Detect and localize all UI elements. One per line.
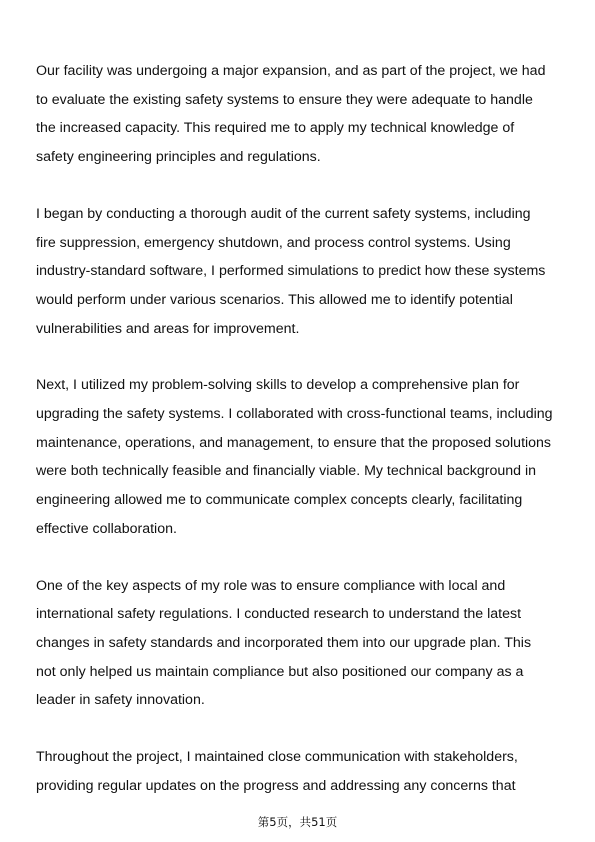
text-line: were both technically feasible and financially viable. My technical background in xyxy=(36,463,536,480)
paragraph-3 xyxy=(36,371,566,543)
text-line: I began by conducting a thorough audit of the current safety systems, including xyxy=(36,205,531,222)
text-line: changes in safety standards and incorporated them into our upgrade plan. This xyxy=(36,634,532,651)
text-line: international safety regulations. I conducted research to understand the latest xyxy=(36,606,522,623)
text-line: upgrading the safety systems. I collaborated with cross-functional teams, including xyxy=(36,406,553,423)
text-line: Throughout the project, I maintained close communication with stakeholders, xyxy=(36,749,518,766)
page-number-footer: 第5页，共51页 xyxy=(257,815,338,829)
text-line: engineering allowed me to communicate complex concepts clearly, facilitating xyxy=(36,492,523,509)
text-line: industry-standard software, I performed simulations to predict how these systems xyxy=(36,263,546,280)
text-line: not only helped us maintain compliance but also positioned our company as a xyxy=(36,663,524,680)
text-line: to evaluate the existing safety systems to ensure they were adequate to handle xyxy=(36,91,533,108)
text-line: maintenance, operations, and management, to ensure that the proposed solutions xyxy=(36,434,552,451)
text-line: effective collaboration. xyxy=(36,520,177,537)
text-line: Next, I utilized my problem-solving skills to develop a comprehensive plan for xyxy=(36,377,520,394)
paragraph-1 xyxy=(36,57,566,172)
text-line: vulnerabilities and areas for improvement. xyxy=(36,320,300,337)
text-line: safety engineering principles and regulations. xyxy=(36,149,321,166)
paragraph-5 xyxy=(36,743,566,800)
document-body xyxy=(36,57,566,828)
text-line: leader in safety innovation. xyxy=(36,692,205,709)
text-line: would perform under various scenarios. This allowed me to identify potential xyxy=(36,291,513,308)
text-line: the increased capacity. This required me to apply my technical knowledge of xyxy=(36,120,515,137)
text-line: Our facility was undergoing a major expansion, and as part of the project, we had xyxy=(36,63,546,79)
text-line: providing regular updates on the progress and addressing any concerns that xyxy=(36,777,516,794)
text-line: fire suppression, emergency shutdown, and process control systems. Using xyxy=(36,234,511,251)
paragraph-4 xyxy=(36,572,566,716)
paragraph-2 xyxy=(36,200,566,344)
text-line: One of the key aspects of my role was to ensure compliance with local and xyxy=(36,577,506,594)
